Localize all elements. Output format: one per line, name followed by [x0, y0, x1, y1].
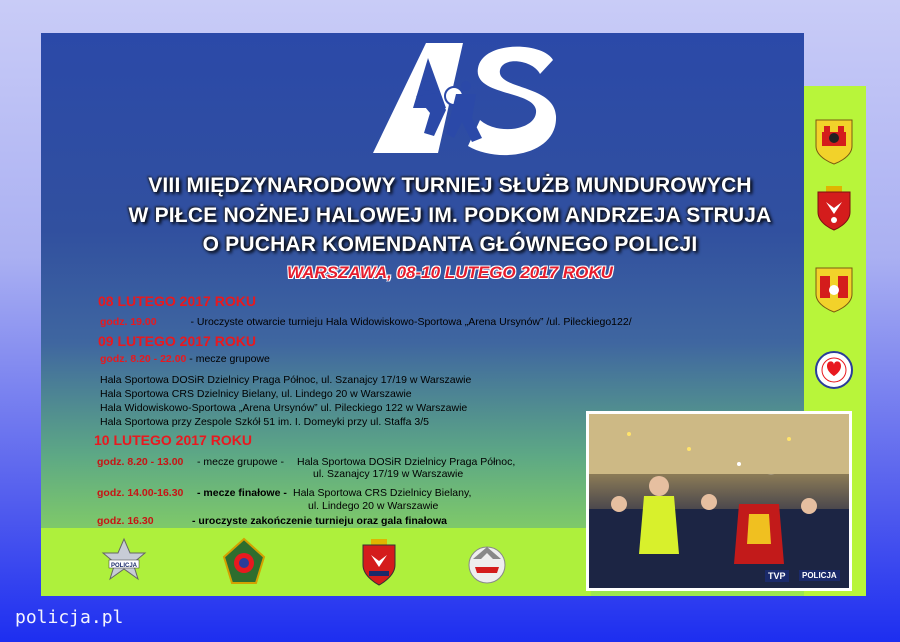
crest-2-icon	[814, 184, 854, 232]
day1-time: godz. 19.00	[100, 316, 157, 328]
day2-row	[100, 353, 270, 365]
day3-row2-label: - mecze finałowe -	[197, 487, 287, 499]
day3-row2-time	[97, 487, 183, 499]
uniformed-services-crest-icon	[355, 537, 403, 587]
day3-row1-line2: ul. Szanajcy 17/19 w Warszawie	[313, 468, 464, 480]
day2-venue-3: Hala Widowiskowo-Sportowa „Arena Ursynów” ul. Pileckiego 122 w Warszawie	[100, 402, 468, 414]
tvp-badge: TVP	[765, 570, 789, 582]
day2-text: - mecze grupowe	[189, 353, 270, 365]
day3-row1-time	[97, 456, 183, 468]
day3-row1-line1: Hala Sportowa DOSiR Dzielnicy Praga Północ,	[297, 456, 516, 468]
crest-1-icon	[814, 118, 854, 166]
day2-heading: 09 LUTEGO 2017 ROKU	[98, 333, 256, 349]
as-logo-icon	[368, 38, 558, 160]
eagle-emblem-icon	[463, 537, 511, 587]
day3-row2-line1: Hala Sportowa CRS Dzielnicy Bielany,	[293, 487, 472, 499]
crest-3-icon	[814, 266, 854, 314]
day3-row3-text: - uroczyste zakończenie turnieju oraz gala finałowa	[192, 515, 447, 527]
title-line-3: O PUCHAR KOMENDANTA GŁÓWNEGO POLICJI	[202, 233, 698, 256]
day1-heading: 08 LUTEGO 2017 ROKU	[98, 293, 256, 309]
day1-text: - Uroczyste otwarcie turnieju Hala Widowiskowo-Sportowa „Arena Ursynów” /ul. Pileckiego122/	[190, 316, 632, 328]
day3-row2-time-text: godz. 14.00-16.30	[97, 487, 184, 499]
police-star-label: POLICJA	[110, 563, 138, 569]
day3-heading: 10 LUTEGO 2017 ROKU	[94, 432, 252, 448]
day3-row1-label: - mecze grupowe -	[197, 456, 284, 468]
day3-row3-time	[97, 515, 154, 527]
day2-venue-4: Hala Sportowa przy Zespole Szkół 51 im. I. Domeyki przy ul. Staffa 3/5	[100, 416, 429, 428]
international-emblem-icon	[220, 537, 268, 587]
subtitle: WARSZAWA, 08-10 LUTEGO 2017 ROKU	[287, 263, 613, 282]
day2-venue-1: Hala Sportowa DOSiR Dzielnicy Praga Północ, ul. Szanajcy 17/19 w Warszawie	[100, 374, 472, 386]
day3-row1-time-text: godz. 8.20 - 13.00	[97, 456, 184, 468]
title-line-2: W PIŁCE NOŻNEJ HALOWEJ IM. PODKOM ANDRZEJA STRUJA	[128, 204, 772, 227]
day2-venue-2: Hala Sportowa CRS Dzielnicy Bielany, ul. Lindego 20 w Warszawie	[100, 388, 412, 400]
celebration-photo	[586, 411, 852, 591]
photo-scene-icon	[589, 414, 849, 588]
day1-row	[100, 316, 632, 328]
policja-badge: POLICJA	[799, 570, 840, 581]
title-line-1: VIII MIĘDZYNARODOWY TURNIEJ SŁUŻB MUNDUROWYCH	[148, 174, 752, 197]
day2-time: godz. 8.20 - 22.00	[100, 353, 187, 365]
watermark: policja.pl	[15, 607, 124, 628]
badge-stowarzyszenie-icon	[814, 346, 854, 394]
day3-row2-line2: ul. Lindego 20 w Warszawie	[308, 500, 439, 512]
police-star-icon	[100, 537, 148, 587]
day3-row3-time-text: godz. 16.30	[97, 515, 154, 527]
